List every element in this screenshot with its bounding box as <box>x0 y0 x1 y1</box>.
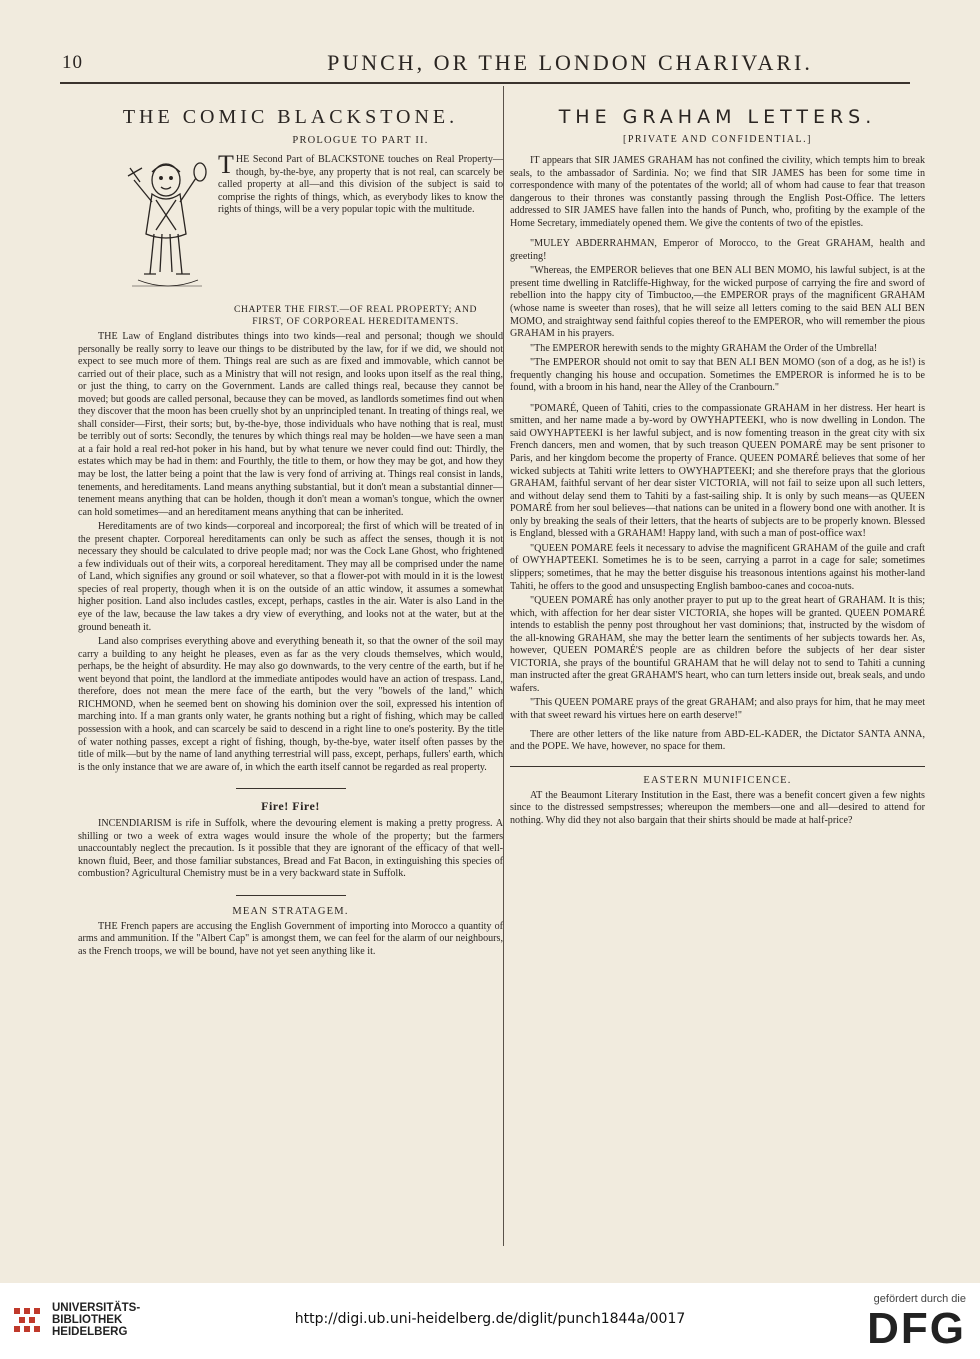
graham-letters-title: THE GRAHAM LETTERS. <box>558 106 877 128</box>
graham-paragraph-3: "Whereas, the EMPEROR believes that one BEN ALI BEN MOMO, his lawful subject, is at the present time dwelling in Ratcliffe-Highway, for the wicked purpose of carrying the fire and sword of rebellion into the happy city of Timbuctoo,—the EMPEROR prays of the magnificent GRAHAM (whose name is sweeter than roses), that he will seize all letters coming to the said BEN ALI BEN MOMO, and straightway send faithful copies thereof to the EMPEROR, who will remember the pious GRAHAM in his prayers. <box>510 265 925 340</box>
prologue-heading: PROLOGUE TO PART II. <box>292 135 429 146</box>
graham-paragraph-1: IT appears that SIR JAMES GRAHAM has not confined the civility, which tempts him to break seals, to the ambassador of Sardinia. No; we find that SIR JAMES has been for some time in correspondence with many of the potentates of the world; all of whom had cause to fear that treason dangerous to their thrones was constantly passing through the English Post-Office. The letters addressed to SIR JAMES have fallen into the hands of Punch, who, profiting by the example of the Home Secretary, immediately opened them. We give the contents of two of the epistles. <box>510 155 925 229</box>
intro-text: HE Second Part of BLACKSTONE touches on Real Property—though, by-the-bye, any property that is not real, can scarcely be called property at all—and this division of the subject is said to comprise the rights of things, which, as everybody likes to know the rights of things, will be a very popular topic with the multitude. <box>218 154 503 215</box>
dfg-logo: DFG <box>867 1304 966 1353</box>
chapter-heading: CHAPTER THE FIRST.—OF REAL PROPERTY; AND FIRST, OF CORPOREAL HEREDITAMENTS. <box>233 304 478 327</box>
uni-line-2: BIBLIOTHEK <box>52 1314 123 1326</box>
graham-paragraph-5: "The EMPEROR should not omit to say that BEN ALI BEN MOMO (son of a dog, as he is!) is frequently changing his house and occupation. Sometimes the EMPEROR is informed he is to be found, with a broom in his hand, near the Alley of the Cranbourn." <box>510 357 925 394</box>
section-rule <box>236 788 346 789</box>
comic-blackstone-title: THE COMIC BLACKSTONE. <box>122 106 459 128</box>
uni-line-1: UNIVERSITÄTS- <box>52 1302 141 1314</box>
funded-by-label: gefördert durch die <box>873 1293 966 1305</box>
graham-paragraph-8: "QUEEN POMARÉ has only another prayer to put up to the great heart of GRAHAM. It is this; which, with affection for her dear sister VICTORIA, she hopes will be granted. QUEEN POMARÉ intends to establish the penny post throughout her vast dominions; that, instructed by the wisdom of the all-knowing GRAHAM, she may the better learn the sentiments of her subjects towards her. As, however, QUEEN POMARÉ'S people are as children before the subjects of her dear sister VICTORIA, she prays of the bountiful GRAHAM that he will delay not to send to Tahiti a cunning man instructed after the great GRAHAM'S heart, who can turn letters inside out, break seals, and undo wafers. <box>510 595 925 694</box>
mean-stratagem-paragraph: THE French papers are accusing the English Government of importing into Morocco a quantity of arms and ammunition. If the "Albert Cap" is amongst them, we can feel for the alarm of our neighbours, as the French troops, we will be bound, have not yet seen anything like it. <box>78 920 503 957</box>
header-rule <box>60 82 910 84</box>
eastern-munificence-heading: EASTERN MUNIFICENCE. <box>643 774 792 786</box>
uni-line-3: HEIDELBERG <box>52 1326 128 1338</box>
graham-paragraph-10: There are other letters of the like nature from ABD-EL-KADER, the Dictator SANTA ANNA, and the POPE. We have, however, no space for them. <box>510 728 925 753</box>
graham-paragraph-6: "POMARÉ, Queen of Tahiti, cries to the compassionate GRAHAM in her distress. Her heart is smitten, and her name made a by-word by OWYHAPTEEKI, who is now dwelling in London. The said OWYHAPTEEKI is her lawful subject, and is now fomenting treason in the great city with six French dancers, men and women, that by such treason QUEEN POMARÉ may be sent prisoner to Paris, and her kingdom become the property of France. QUEEN POMARÉ believes that some of her wicked subjects at Tahiti write letters to OWYHAPTEEKI; and she therefore prays that the glorious GRAHAM, faithful servant of her dear sister VICTORIA, will not fail to seize upon all such letters, and without delay send them to Tahiti by a fast-sailing ship. It is only by such means—as QUEEN POMARÉ from her soul believes—that nations can be united in a flowery bond one with another. It is only by breaking the seals of their letters, that the hearts of subjects are to be properly known. Blessed is England, blessed with a GRAHAM! Happy land, with such a man of post-office wax! <box>510 402 925 540</box>
blackstone-paragraph-2: Hereditaments are of two kinds—corporeal and incorporeal; the first of which will be treated of in the present chapter. Corporeal hereditaments can only be such as affect the senses, though it is not necessary they should be calculated to drive people mad; nor was the Cock Lane Ghost, who frightened a few individuals out of their wits, a corporeal hereditament. They may all be comprised under the name of Land, which signifies any ground or soil whatever, so that a flower-pot with mould in it is the lowest species of real property, though when it is on the outside of an attic window, it assumes a somewhat higher position. Land also includes castles, except, perhaps, castles in the air. Water is also Land in the eye of the law, because the law takes a dry view of everything, and looks not at the water, but at the ground beneath it. <box>78 521 503 633</box>
section-rule <box>236 895 346 896</box>
page-number: 10 <box>62 52 83 73</box>
blackstone-paragraph-1: THE Law of England distributes things into two kinds—real and personal; though we should personally be really sorry to leave our things to be distributed by the law, for if we did, we should not expect to see much more of them. Things real are such as are fixed and immovable, which cannot be carried out of their place, such as a Ministry that will not resign, and looks upon itself as the real thing, or just the thing, to carry on the Government. Lands are called things real, because they cannot be moved; but goods are called personal, because they can be moved, as landlords sometimes find out when they discover that the moon has been cruelly shot by an unprincipled tenant. In treating of things real, we shall consider—First, their sorts; but, by-the-bye, those individuals who have nothing that is real, must be terribly out of sorts: Secondly, the tenures by which things real may be holden—we have seen a man at a fair hold a real red-hot poker in his hand, but by what tenure we never could find out: Thirdly, the estates which may be had in them: and Fourthly, the title to them, or how they may be got, and how they may be lost, the latter being a point that the law is very fond of arriving at. Things real consist in lands, tenements, and hereditaments. Land means anything substantial, but it don't mean a substantial dinner—tenement means anything that can be holden, though it don't mean a woman's tongue, which the owner can hold sometimes—and an hereditament means anything that can be inherited. <box>78 331 503 518</box>
fire-heading: Fire! Fire! <box>261 799 320 814</box>
right-column <box>510 100 925 1240</box>
section-rule <box>510 766 925 767</box>
fire-paragraph: INCENDIARISM is rife in Suffolk, where the devouring element is making a pretty progress. A shilling or two a week of extra wages would insure the whole of the property; but the farmers unaccountably neglect the precaution. Is it possible that they are ignorant of the efficacy of that well-known fluid, Beer, and those familiar substances, Bread and Fat Bacon, in extinguishing this species of combustion? Agricultural Chemistry must be in a very backward state in Suffolk. <box>78 818 503 880</box>
intro-block <box>78 150 503 300</box>
permalink-url[interactable]: http://digi.ub.uni-heidelberg.de/diglit/punch1844a/0017 <box>294 1311 686 1327</box>
running-title: PUNCH, OR THE LONDON CHARIVARI. <box>327 50 813 75</box>
graham-paragraph-7: "QUEEN POMARE feels it necessary to advise the magnificent GRAHAM of the guile and craft of OWYHAPTEEKI. Sometimes he is to be seen, carrying a parrot in a cage for sale; sometimes slippers; sometimes, that he may the better disguise his treasonous intentions against his mother-land Tahiti, he offers to the good and unsuspecting English bamboo-canes and cocoa-nuts. <box>510 542 925 592</box>
drop-cap: T <box>218 150 234 179</box>
mean-stratagem-heading: MEAN STRATAGEM. <box>232 905 349 917</box>
graham-paragraph-2: "MULEY ABDERRAHMAN, Emperor of Morocco, to the Great GRAHAM, health and greeting! <box>510 238 925 262</box>
left-column <box>78 100 503 1240</box>
eastern-munificence-paragraph: AT the Beaumont Literary Institution in the East, there was a benefit concert given a few nights since to the distressed sempstresses; whereupon the members—one and all—desired to attend for nothing. Why did they not also bargain that their shirts should be made at half-price? <box>510 789 925 826</box>
digitization-footer <box>0 1283 980 1359</box>
jester-illustration-icon <box>118 150 213 295</box>
column-divider <box>503 86 504 1246</box>
graham-paragraph-9: "This QUEEN POMARE prays of the great GRAHAM; and also prays for him, that he may meet with that sweet reward his virtues here on earth deserve!" <box>510 697 925 721</box>
graham-letters-subtitle: [PRIVATE AND CONFIDENTIAL.] <box>623 134 812 145</box>
intro-paragraph <box>218 150 503 217</box>
graham-paragraph-4: "The EMPEROR herewith sends to the mighty GRAHAM the Order of the Umbrella! <box>530 342 878 354</box>
blackstone-paragraph-3: Land also comprises everything above and everything beneath it, so that the owner of the soil may carry a building to any height he pleases, even as far as the very clouds themselves, which would, perhaps, be the height of absurdity. He may also go downwards, to the very centre of the earth, but if he went beyond that point, the landlord at the immediate antipodes would have an action of trespass. Land, therefore, does not mean the mere face of the earth, but the very "bowels of the land," which RICHMOND, when he seemed bent on showing his dominion over the soil, expressed his intention of marching into. If a man grants only water, he grants nothing but a right of fishing, which may be called possession with a hook, and can scarcely be said to descend in a right line to one's posterity. By the title of water nothing passes, except a right of fishing, though, by-the-bye, water itself often passes by the title of milk—but by the name of land anything terrestrial will pass, except, perhaps, fullers' earth, which is the only instance that we are aware of, in which the earth itself cannot be regarded as real property. <box>78 636 503 773</box>
